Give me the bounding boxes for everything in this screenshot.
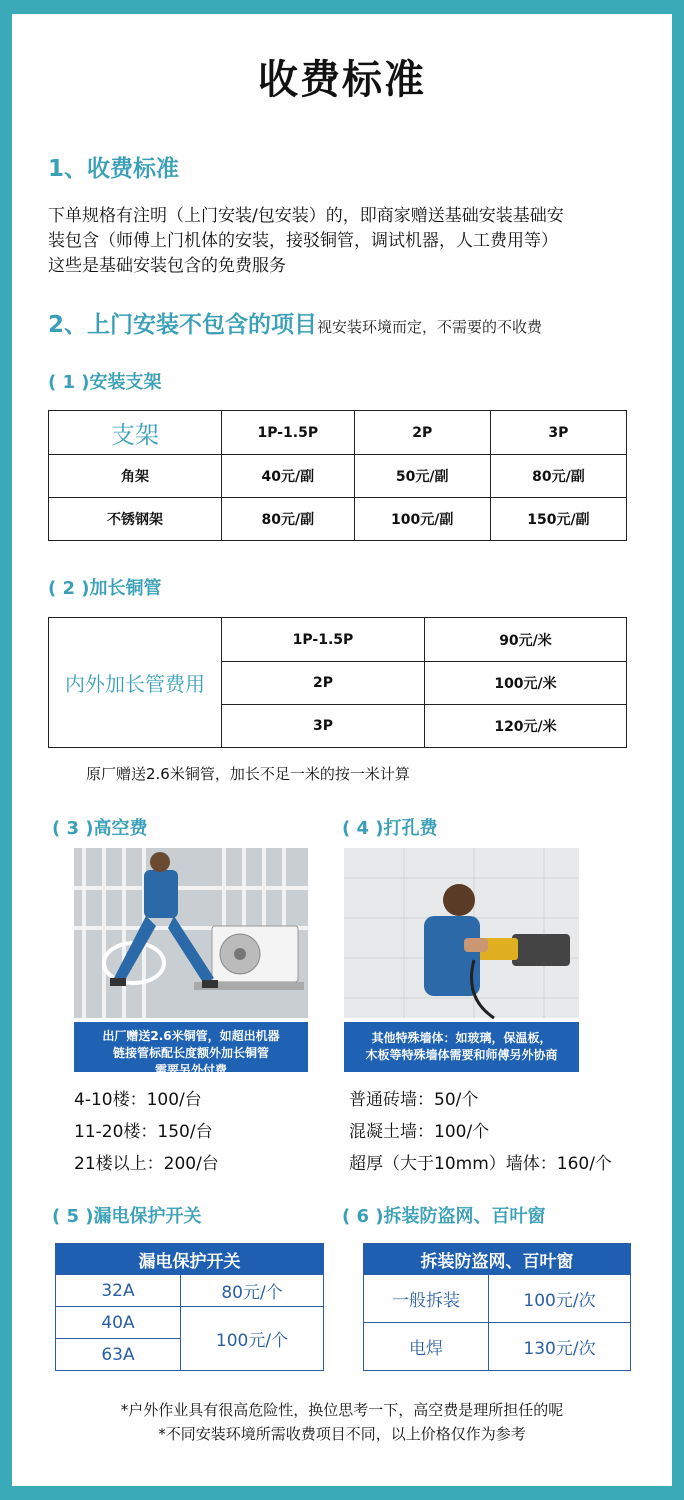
worker-drilling-image [344, 848, 579, 1018]
table-cell: 不锈钢架 [49, 498, 222, 541]
table-row [364, 1275, 631, 1323]
height-fee-prices [74, 1084, 219, 1180]
table-cell: 63A [56, 1339, 181, 1371]
section1-line: 这些是基础安装包含的免费服务 [48, 256, 286, 276]
table-cell: 一般拆装 [364, 1275, 489, 1323]
drill-photo-caption [344, 1022, 579, 1072]
table-cell: 130元/次 [489, 1323, 631, 1371]
footer-line: *不同安装环境所需收费项目不同，以上价格仅作为参考 [158, 1425, 526, 1443]
price-line: 普通砖墙：50/个 [349, 1090, 479, 1110]
section1-line: 装包含（师傅上门机体的安装，接驳铜管，调试机器，人工费用等） [48, 231, 558, 251]
table-cell: 100元/次 [489, 1275, 631, 1323]
table-cell: 40A [56, 1307, 181, 1339]
table-header-cell: 2P [354, 411, 490, 455]
drill-fee-prices [349, 1084, 612, 1180]
pipe-note: 原厂赠送2.6米铜管，加长不足一米的按一米计算 [86, 765, 410, 783]
table-row [364, 1244, 631, 1275]
price-line: 混凝土墙：100/个 [349, 1122, 490, 1142]
table-row [49, 498, 627, 541]
page-title: 收费标准 [258, 57, 426, 103]
table-cell: 40元/副 [222, 455, 355, 498]
table-row [49, 411, 627, 455]
caption-line: 需要另外付费 [154, 1063, 227, 1077]
height-photo-caption [74, 1022, 308, 1077]
removal-heading: ( 6 )拆装防盗网、百叶窗 [342, 1206, 546, 1227]
section2-header [48, 306, 542, 339]
section2-note: 视安装环境而定，不需要的不收费 [317, 318, 543, 336]
table-row [49, 455, 627, 498]
table-cell: 角架 [49, 455, 222, 498]
table-row [56, 1244, 324, 1275]
price-line: 超厚（大于10mm）墙体：160/个 [349, 1154, 612, 1174]
footer-line: *户外作业具有很高危险性，换位思考一下，高空费是理所担任的呢 [120, 1401, 564, 1419]
caption-line: 链接管标配长度额外加长铜管 [112, 1046, 269, 1060]
table-cell: 32A [56, 1275, 181, 1307]
section1-line: 下单规格有注明（上门安装/包安装）的，即商家赠送基础安装基础安 [48, 206, 564, 226]
table-cell: 50元/副 [354, 455, 490, 498]
drill-fee-heading: ( 4 )打孔费 [342, 818, 438, 839]
table-cell: 80元/个 [181, 1275, 324, 1307]
pipe-heading: ( 2 )加长铜管 [48, 578, 162, 599]
breaker-table-title: 漏电保护开关 [56, 1244, 324, 1275]
table-cell: 80元/副 [490, 455, 626, 498]
table-row [364, 1323, 631, 1371]
pipe-label-cell: 内外加长管费用 [49, 618, 222, 748]
breaker-table [55, 1243, 324, 1371]
bracket-table [48, 410, 627, 541]
breaker-heading: ( 5 )漏电保护开关 [52, 1206, 202, 1227]
table-cell: 120元/米 [425, 705, 627, 748]
drilling-photo [344, 848, 579, 1068]
height-work-photo [74, 848, 308, 1077]
pipe-table [48, 617, 627, 748]
worker-on-ac-image [74, 848, 308, 1018]
caption-line: 出厂赠送2.6米铜管，如超出机器 [102, 1029, 280, 1043]
table-cell: 150元/副 [490, 498, 626, 541]
table-row [49, 618, 627, 662]
removal-table [363, 1243, 631, 1371]
caption-line: 木板等特殊墙体需要和师傅另外协商 [365, 1048, 558, 1062]
table-cell: 100元/副 [354, 498, 490, 541]
table-cell: 电焊 [364, 1323, 489, 1371]
table-header-cell: 支架 [49, 411, 222, 455]
price-line: 4-10楼：100/台 [74, 1090, 202, 1110]
price-line: 21楼以上：200/台 [74, 1154, 219, 1174]
removal-table-title: 拆装防盗网、百叶窗 [364, 1244, 631, 1275]
bracket-heading: ( 1 )安装支架 [48, 372, 162, 393]
table-cell: 80元/副 [222, 498, 355, 541]
table-row [56, 1275, 324, 1307]
table-cell: 90元/米 [425, 618, 627, 662]
table-cell: 2P [222, 662, 425, 705]
table-row [56, 1307, 324, 1339]
section2-heading: 2、上门安装不包含的项目 [48, 312, 318, 338]
price-sheet [12, 14, 672, 1486]
table-cell: 100元/个 [181, 1307, 324, 1371]
table-header-cell: 3P [490, 411, 626, 455]
caption-line: 其他特殊墙体：如玻璃，保温板， [371, 1031, 552, 1045]
height-fee-heading: ( 3 )高空费 [52, 818, 148, 839]
table-cell: 100元/米 [425, 662, 627, 705]
section1-body [48, 204, 648, 279]
price-line: 11-20楼：150/台 [74, 1122, 213, 1142]
table-cell: 3P [222, 705, 425, 748]
section1-heading: 1、收费标准 [48, 156, 180, 182]
table-header-cell: 1P-1.5P [222, 411, 355, 455]
table-cell: 1P-1.5P [222, 618, 425, 662]
footer-notes [12, 1398, 672, 1446]
